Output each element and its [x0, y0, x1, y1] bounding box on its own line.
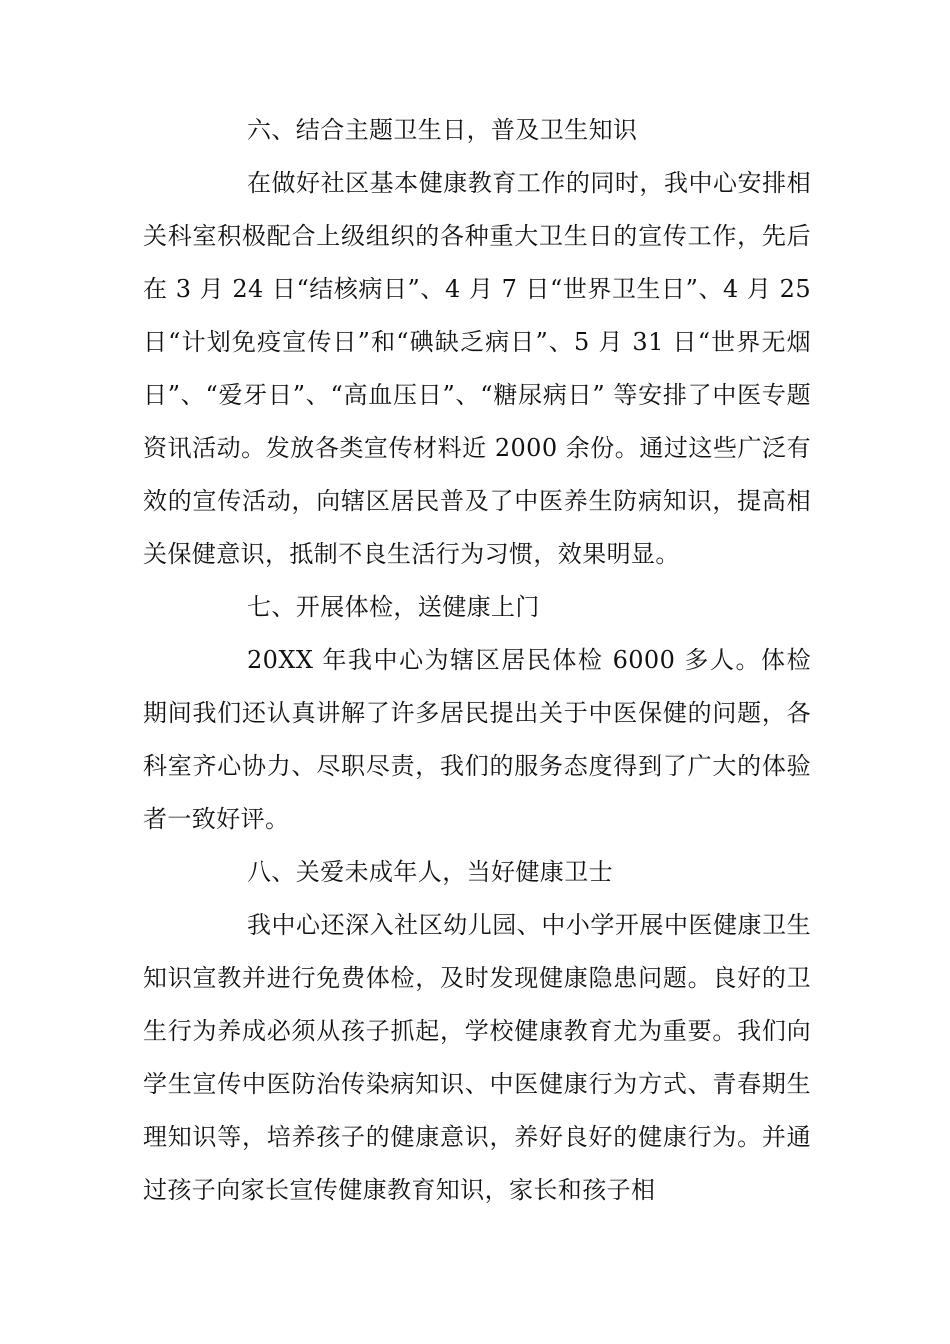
document-body: [143, 104, 811, 1217]
section-heading-7: 七、开展体检，送健康上门: [247, 593, 540, 621]
section-paragraph-6: 在做好社区基本健康教育工作的同时，我中心安排相关科室积极配合上级组织的各种重大卫生日的宣传工作，先后在 3 月 24 日“结核病日”、4 月 7 日“世界卫生日”、4 月 25 日“计划免疫宣传日”和“碘缺乏病日”、5 月 31 日“世界无烟日”、“爱牙日”、“高血压日”、“糖尿病日” 等安排了中医专题资讯活动。发放各类宣传材料近 2000 余份。通过这些广泛有效的宣传活动，向辖区居民普及了中医养生防病知识，提高相关保健意识，抵制不良生活行为习惯，效果明显。: [143, 169, 811, 568]
section-paragraph-8: 我中心还深入社区幼儿园、中小学开展中医健康卫生知识宣教并进行免费体检，及时发现健康隐患问题。良好的卫生行为养成必须从孩子抓起，学校健康教育尤为重要。我们向学生宣传中医防治传染病知识、中医健康行为方式、青春期生理知识等，培养孩子的健康意识，养好良好的健康行为。并通过孩子向家长宣传健康教育知识，家长和孩子相: [143, 911, 811, 1204]
section-paragraph-7: 20XX 年我中心为辖区居民体检 6000 多人。体检期间我们还认真讲解了许多居民提出关于中医保健的问题，各科室齐心协力、尽职尽责，我们的服务态度得到了广大的体验者一致好评。: [143, 646, 811, 833]
section-heading-6: 六、结合主题卫生日，普及卫生知识: [247, 116, 638, 144]
section-heading-8: 八、关爱未成年人，当好健康卫士: [247, 858, 613, 886]
